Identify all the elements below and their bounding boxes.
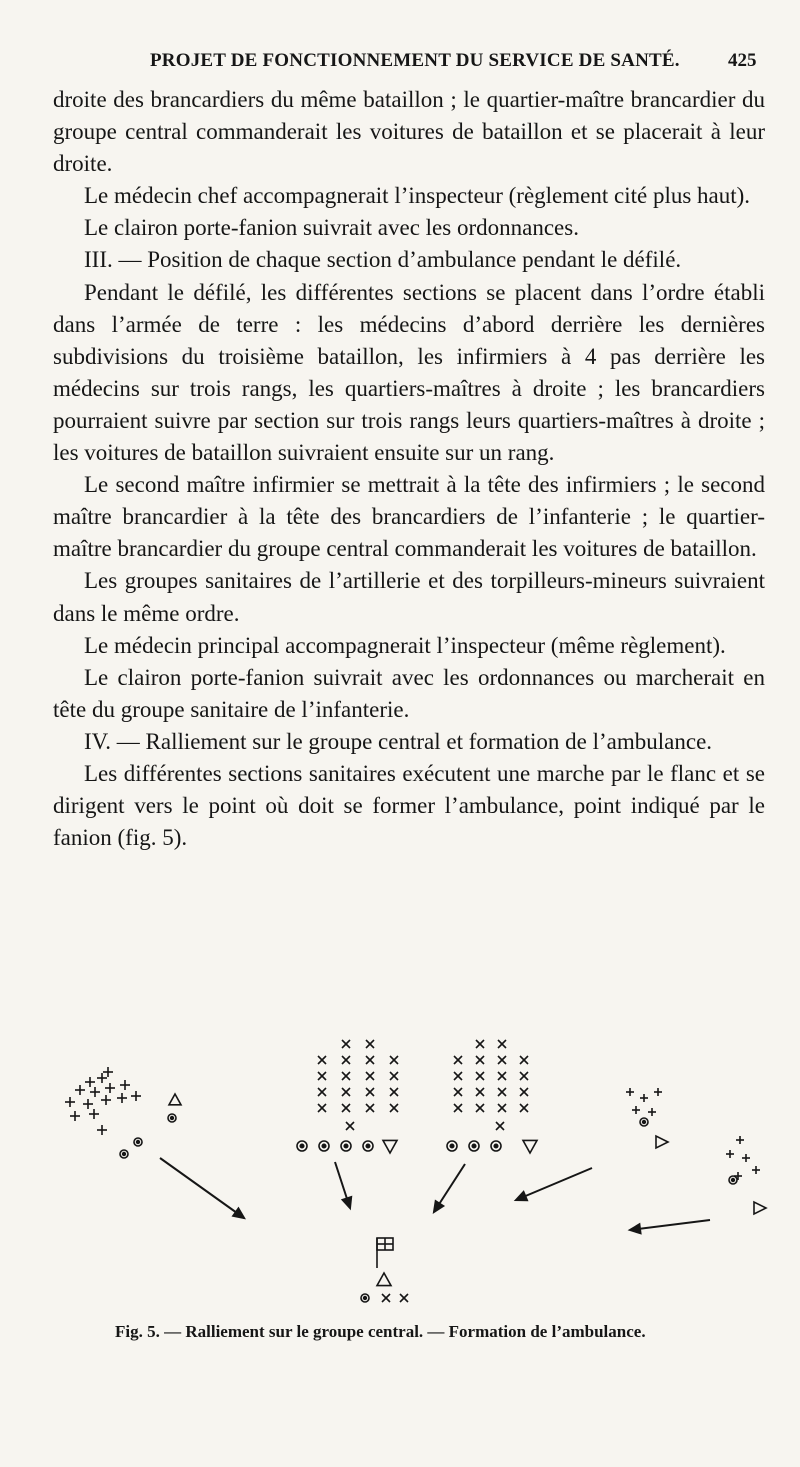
nurse-mark xyxy=(101,1095,111,1105)
stretcher-bearer-mark xyxy=(318,1088,326,1096)
paragraph: Le second maître infirmier se mettrait à la tête des infirmiers ; le second maître brancardier à la tête des brancardiers de l’infanterie ; le quartier-maître brancardier du groupe central commanderait les voitures de bataillon. xyxy=(53,472,765,562)
stretcher-bearer-mark xyxy=(390,1056,398,1064)
stretcher-bearer-mark xyxy=(476,1072,484,1080)
stretcher-bearer-mark xyxy=(498,1104,506,1112)
nurse-mark xyxy=(120,1080,130,1090)
stretcher-bearer-mark xyxy=(382,1294,390,1302)
quartermaster-mark xyxy=(656,1136,668,1148)
nurse-mark xyxy=(89,1109,99,1119)
nurse-mark xyxy=(752,1166,760,1174)
section-heading-iv: IV. — Ralliement sur le groupe central et formation de l’ambulance. xyxy=(84,728,713,754)
stretcher-bearer-mark xyxy=(400,1294,408,1302)
paragraph: Pendant le défilé, les différentes sections se placent dans l’ordre établi dans l’armée de terre : les médecins d’abord derrière les dernières subdivisions du troisième bataillon, les infirmiers à 4 pas derrière les médecins sur trois rangs, les quartiers-maîtres à droite ; les brancardiers pourraient suivre par section sur trois rangs leurs quartiers-maîtres à droite ; les voitures de bataillon suivraient ensuite sur un rang. xyxy=(53,279,765,466)
nurse-mark xyxy=(726,1150,734,1158)
stretcher-bearer-mark xyxy=(342,1040,350,1048)
stretcher-bearer-mark xyxy=(498,1072,506,1080)
figure-caption: Fig. 5. — Ralliement sur le groupe central. — Formation de l’ambulance. xyxy=(115,1322,646,1341)
stretcher-bearer-mark xyxy=(496,1122,504,1130)
paragraph: Les différentes sections sanitaires exécutent une marche par le flanc et se dirigent vers le point où doit se former l’ambulance, point indiqué par le fanion (fig. 5). xyxy=(53,760,765,851)
running-title: PROJET DE FONCTIONNEMENT DU SERVICE DE SANTÉ. xyxy=(150,50,680,71)
doctor-mark xyxy=(134,1138,142,1146)
running-head xyxy=(0,46,800,76)
stretcher-bearer-mark xyxy=(520,1088,528,1096)
stretcher-bearer-mark xyxy=(318,1056,326,1064)
nurse-mark xyxy=(75,1085,85,1095)
stretcher-bearer-mark xyxy=(476,1104,484,1112)
arrow-head xyxy=(343,1197,352,1208)
quartermaster-mark xyxy=(383,1140,397,1153)
stretcher-bearer-mark xyxy=(342,1104,350,1112)
doctor-mark xyxy=(469,1141,479,1151)
section-heading-iii: III. — Position de chaque section d’ambulance pendant le défilé. xyxy=(84,247,682,273)
stretcher-bearer-mark xyxy=(454,1056,462,1064)
stretcher-bearer-mark xyxy=(366,1072,374,1080)
arrow-head xyxy=(434,1201,443,1212)
nurse-mark xyxy=(83,1099,93,1109)
formation-diagram xyxy=(40,1030,780,1325)
stretcher-bearer-mark xyxy=(476,1056,484,1064)
nurse-mark xyxy=(640,1094,648,1102)
stretcher-bearer-mark xyxy=(476,1040,484,1048)
stretcher-bearer-mark xyxy=(476,1088,484,1096)
quartermaster-mark xyxy=(169,1094,181,1105)
doctor-mark xyxy=(640,1118,648,1126)
nurse-mark xyxy=(97,1125,107,1135)
stretcher-bearer-mark xyxy=(390,1104,398,1112)
paragraph: Le médecin chef accompagnerait l’inspecteur (règlement cité plus haut). xyxy=(84,183,751,209)
stretcher-bearer-mark xyxy=(520,1072,528,1080)
stretcher-bearer-mark xyxy=(342,1072,350,1080)
stretcher-bearer-mark xyxy=(366,1056,374,1064)
doctor-mark xyxy=(491,1141,501,1151)
nurse-mark xyxy=(632,1106,640,1114)
stretcher-bearer-mark xyxy=(454,1088,462,1096)
stretcher-bearer-mark xyxy=(520,1056,528,1064)
nurse-mark xyxy=(97,1073,107,1083)
stretcher-bearer-mark xyxy=(498,1088,506,1096)
paragraph: Le clairon porte-fanion suivrait avec les ordonnances ou marcherait en tête du groupe sanitaire de l’infanterie. xyxy=(53,664,765,722)
flag-icon xyxy=(377,1238,393,1268)
paragraph: Le médecin principal accompagnerait l’inspecteur (même règlement). xyxy=(84,632,726,658)
paragraph: Le clairon porte-fanion suivrait avec les ordonnances. xyxy=(84,215,579,241)
doctor-mark xyxy=(447,1141,457,1151)
nurse-mark xyxy=(70,1111,80,1121)
march-arrow xyxy=(516,1168,592,1200)
nurse-mark xyxy=(742,1154,750,1162)
stretcher-bearer-mark xyxy=(318,1072,326,1080)
stretcher-bearer-mark xyxy=(390,1088,398,1096)
page-number: 425 xyxy=(728,50,757,71)
nurse-mark xyxy=(648,1108,656,1116)
stretcher-bearer-mark xyxy=(366,1088,374,1096)
nurse-mark xyxy=(90,1087,100,1097)
quartermaster-mark xyxy=(523,1140,537,1153)
arrow-head xyxy=(233,1209,244,1218)
arrow-head xyxy=(516,1192,527,1200)
paragraph: droite des brancardiers du même bataillon ; le quartier-maître brancardier du groupe central commanderait les voitures de bataillon et se placerait à leur droite. xyxy=(53,87,765,177)
stretcher-bearer-mark xyxy=(390,1072,398,1080)
stretcher-bearer-mark xyxy=(454,1104,462,1112)
paragraph: Les groupes sanitaires de l’artillerie et des torpilleurs-mineurs suivraient dans le même ordre. xyxy=(53,568,765,626)
stretcher-bearer-mark xyxy=(366,1040,374,1048)
stretcher-bearer-mark xyxy=(342,1088,350,1096)
arrow-head xyxy=(630,1224,641,1233)
nurse-mark xyxy=(117,1093,127,1103)
nurse-mark xyxy=(85,1077,95,1087)
quartermaster-mark xyxy=(377,1273,391,1286)
nurse-mark xyxy=(131,1091,141,1101)
doctor-mark xyxy=(363,1141,373,1151)
doctor-mark xyxy=(297,1141,307,1151)
nurse-mark xyxy=(654,1088,662,1096)
stretcher-bearer-mark xyxy=(342,1056,350,1064)
doctor-mark xyxy=(319,1141,329,1151)
march-arrow xyxy=(160,1158,244,1218)
doctor-mark xyxy=(729,1176,737,1184)
figure-5-diagram xyxy=(40,1030,780,1325)
body-text xyxy=(53,84,765,854)
stretcher-bearer-mark xyxy=(318,1104,326,1112)
nurse-mark xyxy=(736,1136,744,1144)
stretcher-bearer-mark xyxy=(346,1122,354,1130)
doctor-mark xyxy=(341,1141,351,1151)
doctor-mark xyxy=(120,1150,128,1158)
nurse-mark xyxy=(105,1083,115,1093)
nurse-mark xyxy=(103,1067,113,1077)
stretcher-bearer-mark xyxy=(366,1104,374,1112)
doctor-mark xyxy=(168,1114,176,1122)
quartermaster-mark xyxy=(754,1202,766,1214)
doctor-mark xyxy=(361,1294,369,1302)
stretcher-bearer-mark xyxy=(454,1072,462,1080)
nurse-mark xyxy=(65,1097,75,1107)
nurse-mark xyxy=(626,1088,634,1096)
march-arrow xyxy=(630,1220,710,1230)
stretcher-bearer-mark xyxy=(498,1056,506,1064)
stretcher-bearer-mark xyxy=(498,1040,506,1048)
stretcher-bearer-mark xyxy=(520,1104,528,1112)
